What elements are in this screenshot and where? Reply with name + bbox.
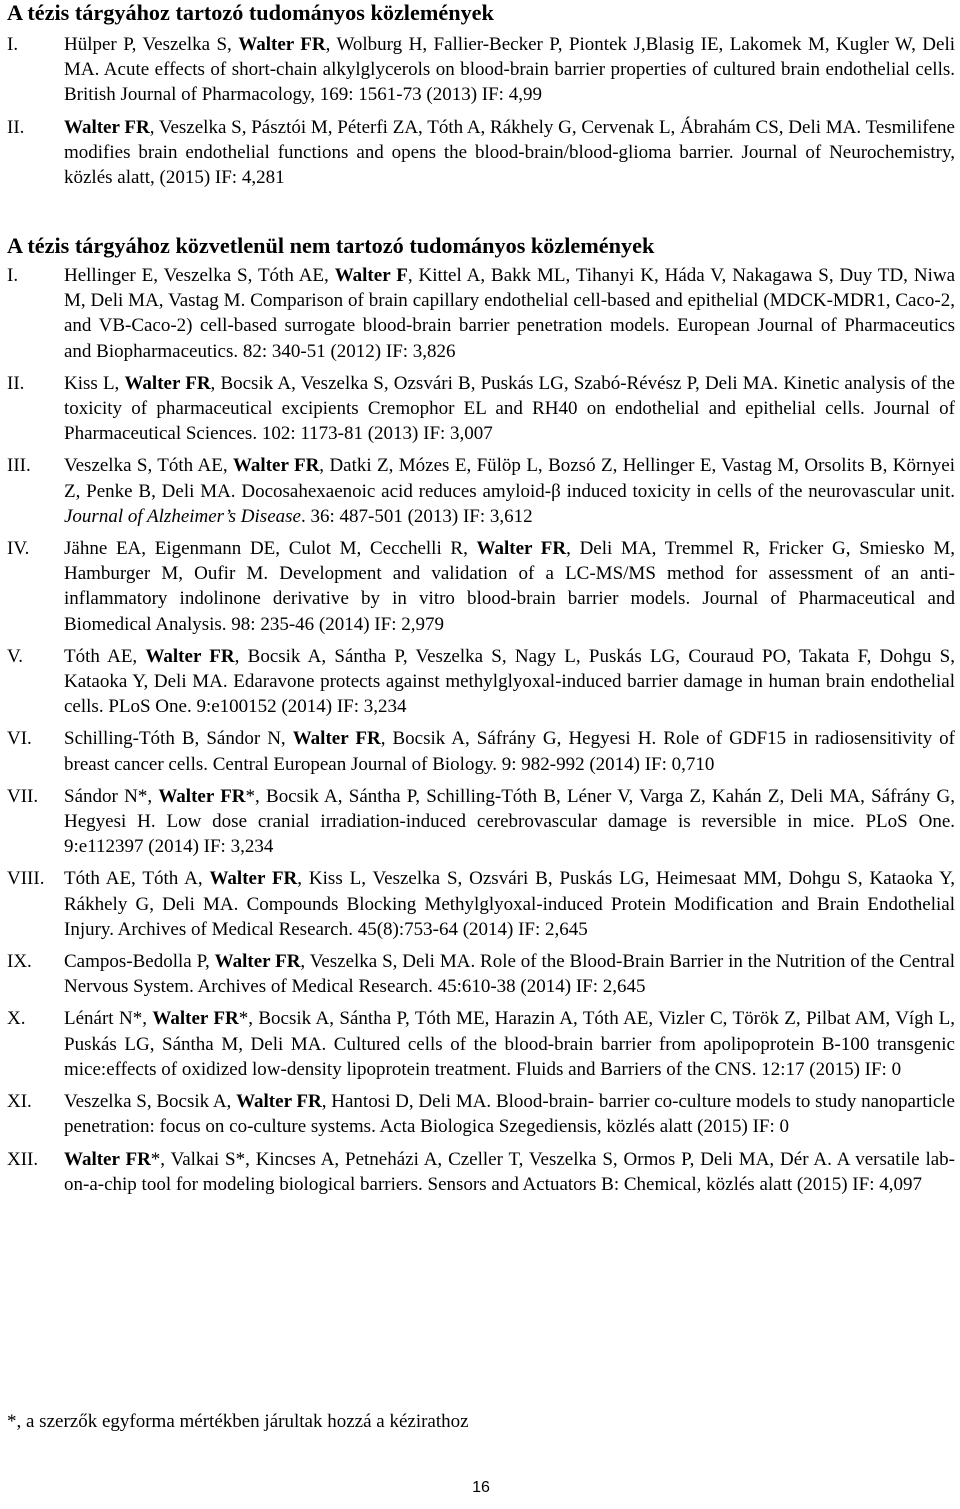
citation-text: *, Valkai S*, Kincses A, Petneházi A, Czeller T, Veszelka S, Ormos P, Deli MA, Dér A. A versatile lab-on-a-chip tool for modeling biological barriers. Sensors and Actuators B: Chemical, közlés alatt (2015) IF: 4,097 <box>64 1148 955 1195</box>
citation-text: , Veszelka S, Deli MA. Role of the Blood-Brain Barrier in the Nutrition of the Central Nervous System. Archives of Medical Research. 45:610-38 (2014) IF: 2,645 <box>64 951 955 998</box>
publication-number: III. <box>7 455 31 477</box>
citation-text: , Bocsik A, Sántha P, Veszelka S, Nagy L, Puskás LG, Couraud PO, Takata F, Dohgu S, Kataoka Y, Deli MA. Edaravone protects against methylglyoxal-induced barrier damage in human brain endothelial cells. PLoS One. 9:e100152 (2014) IF: 3,234 <box>64 645 955 718</box>
author-name-highlight: Walter FR <box>64 1148 151 1170</box>
publication-entry <box>7 949 955 999</box>
author-name-highlight: Walter FR <box>64 116 150 138</box>
publication-entry <box>7 263 955 364</box>
author-name-highlight: Walter FR <box>238 34 326 55</box>
publication-entry <box>7 866 955 942</box>
citation-text: Tóth AE, <box>64 645 146 667</box>
publication-entry <box>7 536 955 637</box>
section-heading-other-publications: A tézis tárgyához közvetlenül nem tartozó tudományos közlemények <box>7 233 655 258</box>
author-name-highlight: Walter FR <box>209 868 298 890</box>
journal-title-italic: Journal of Alzheimer’s Disease <box>64 505 301 527</box>
citation-text: , Datki Z, Mózes E, Fülöp L, Bozsó Z, Hellinger E, Vastag M, Orsolits B, Környei Z, Penke B, Deli MA. Docosahexaenoic acid reduces amyloid-β induced toxicity in cells of the neurovascular unit. <box>64 455 955 502</box>
publication-number: IV. <box>7 538 30 560</box>
citation-text: Hülper P, Veszelka S, <box>64 34 239 55</box>
publication-number: II. <box>7 116 25 138</box>
citation-text: Kiss L, <box>64 372 125 394</box>
author-name-highlight: Walter FR <box>158 785 246 807</box>
publication-number: XII. <box>7 1148 39 1170</box>
citation-text: . 36: 487-501 (2013) IF: 3,612 <box>300 505 533 527</box>
citation-text: *, Bocsik A, Sántha P, Tóth ME, Harazin A, Tóth AE, Vizler C, Török Z, Pilbat AM, Vígh L, Puskás LG, Sántha M, Deli MA. Cultured cells of the blood-brain barrier from apolipoprotein B-100 transgenic mice:effects of oxidized low-density lipoprotein treatment. Fluids and Barriers of the CNS. 12:17 (2015) IF: 0 <box>64 1008 955 1080</box>
footnote: *, a szerzők egyforma mértékben járultak hozzá a kézirathoz <box>7 1411 469 1432</box>
author-name-highlight: Walter FR <box>476 538 567 560</box>
citation-text: , Veszelka S, Pásztói M, Péterfi ZA, Tóth A, Rákhely G, Cervenak L, Ábrahám CS, Deli MA. Tesmilifene modifies brain endothelial functions and opens the blood-brain/blood-glioma barrier. Journal of Neurochemistry, közlés alatt, (2015) IF: 4,281 <box>64 116 955 189</box>
publication-number: VIII. <box>7 868 45 890</box>
publication-number: X. <box>7 1008 26 1030</box>
citation-text: , Wolburg H, Fallier-Becker P, Piontek J,Blasig IE, Lakomek M, Kugler W, Deli MA. Acute effects of short-chain alkylglycerols on blood-brain barrier properties of cultured brain endothelial cells. British Journal of Pharmacology, 169: 1561-73 (2013) IF: 4,99 <box>64 34 955 106</box>
author-name-highlight: Walter FR <box>232 455 320 477</box>
author-name-highlight: Walter FR <box>152 1008 239 1030</box>
citation-text: Lénárt N*, <box>64 1008 153 1030</box>
citation-text: Campos-Bedolla P, <box>64 951 215 973</box>
publication-entry <box>7 371 955 447</box>
citation-text: , Kittel A, Bakk ML, Tihanyi K, Háda V, Nakagawa S, Duy TD, Niwa M, Deli MA, Vastag M. Comparison of brain capillary endothelial cell-based and epithelial (MDCK-MDR1, Caco-2, and VB-Caco-2) cell-based surrogate blood-brain barrier penetration models. European Journal of Pharmaceutics and Biopharmaceutics. 82: 340-51 (2012) IF: 3,826 <box>64 265 955 362</box>
publication-number: VII. <box>7 785 39 807</box>
citation-text: Tóth AE, Tóth A, <box>64 868 210 890</box>
publication-number: VI. <box>7 728 32 750</box>
section-heading-thesis-publications: A tézis tárgyához tartozó tudományos közlemények <box>7 0 494 25</box>
citation-text: Schilling-Tóth B, Sándor N, <box>64 728 293 750</box>
author-name-highlight: Walter FR <box>145 645 235 667</box>
publication-entry <box>7 644 955 720</box>
publication-entry <box>7 453 955 529</box>
publication-entry <box>7 1006 955 1082</box>
author-name-highlight: Walter FR <box>124 372 211 394</box>
publication-number: XI. <box>7 1091 32 1113</box>
author-name-highlight: Walter FR <box>214 951 301 973</box>
citation-text: *, Bocsik A, Sántha P, Schilling-Tóth B, Léner V, Varga Z, Kahán Z, Deli MA, Sáfrány G, Hegyesi H. Low dose cranial irradiation-induced cerebrovascular damage is reversible in mice. PLoS One. 9:e112397 (2014) IF: 3,234 <box>64 785 955 858</box>
citation-text: , Bocsik A, Sáfrány G, Hegyesi H. Role of GDF15 in radiosensitivity of breast cancer cells. Central European Journal of Biology. 9: 982-992 (2014) IF: 0,710 <box>64 728 955 775</box>
publication-entry <box>7 1089 955 1139</box>
author-name-highlight: Walter FR <box>236 1091 322 1113</box>
citation-text: Veszelka S, Bocsik A, <box>64 1091 237 1113</box>
publication-entry <box>7 32 955 108</box>
publication-entry <box>7 784 955 860</box>
publication-entry <box>7 1147 955 1197</box>
citation-text: Veszelka S, Tóth AE, <box>64 455 233 477</box>
citation-text: , Deli MA, Tremmel R, Fricker G, Smiesko M, Hamburger M, Oufir M. Development and validation of a LC-MS/MS method for assessment of an anti- inflammatory indolinone derivative by in vitro blood-brain barrier models. Journal of Pharmaceutical and Biomedical Analysis. 98: 235-46 (2014) IF: 2,979 <box>64 538 955 635</box>
author-name-highlight: Walter F <box>334 265 408 286</box>
publication-number: II. <box>7 372 25 394</box>
page-number: 16 <box>472 1479 490 1496</box>
publication-entry <box>7 115 955 191</box>
citation-text: , Bocsik A, Veszelka S, Ozsvári B, Puskás LG, Szabó-Révész P, Deli MA. Kinetic analysis of the toxicity of pharmaceutical excipients Cremophor EL and RH40 on endothelial and epithelial cells. Journal of Pharmaceutical Sciences. 102: 1173-81 (2013) IF: 3,007 <box>64 372 955 445</box>
citation-text: , Kiss L, Veszelka S, Ozsvári B, Puskás LG, Heimesaat MM, Dohgu S, Kataoka Y, Rákhely G, Deli MA. Compounds Blocking Methylglyoxal-induced Protein Modification and Brain Endothelial Injury. Archives of Medical Research. 45(8):753-64 (2014) IF: 2,645 <box>64 868 955 940</box>
thesis-publication-list <box>7 32 955 190</box>
publication-number: V. <box>7 645 24 667</box>
publication-entry <box>7 726 955 776</box>
citation-text: Hellinger E, Veszelka S, Tóth AE, <box>64 265 335 286</box>
citation-text: , Hantosi D, Deli MA. Blood-brain- barrier co-culture models to study nanoparticle penetration: focus on co-culture systems. Acta Biologica Szegediensis, közlés alatt (2015) IF: 0 <box>64 1091 955 1138</box>
publication-number: I. <box>7 265 19 286</box>
citation-text: Jähne EA, Eigenmann DE, Culot M, Cecchelli R, <box>64 538 477 560</box>
author-name-highlight: Walter FR <box>292 728 381 750</box>
publication-number: I. <box>7 34 19 55</box>
other-publication-list <box>7 263 955 1197</box>
citation-text: Sándor N*, <box>64 785 159 807</box>
publication-number: IX. <box>7 951 32 973</box>
